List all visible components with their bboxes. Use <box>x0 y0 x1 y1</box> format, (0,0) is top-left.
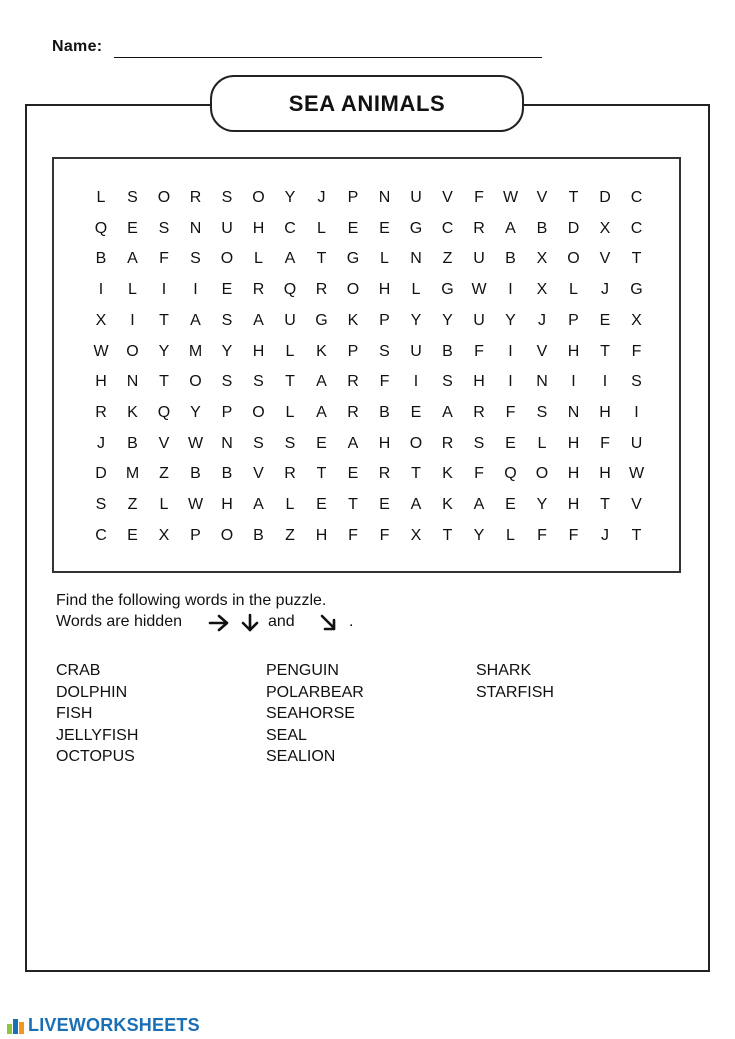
grid-letter[interactable]: I <box>508 281 513 299</box>
grid-letter[interactable]: L <box>254 250 263 268</box>
grid-letter[interactable]: B <box>536 219 548 237</box>
title-tab <box>210 75 524 132</box>
grid-letter[interactable]: I <box>413 373 419 391</box>
grid-letter[interactable]: Y <box>284 189 296 206</box>
grid-letter[interactable]: V <box>253 465 264 483</box>
grid-letter[interactable]: O <box>409 434 423 452</box>
grid-letter[interactable]: F <box>631 342 642 360</box>
word-list-item: SEAL <box>266 726 307 744</box>
grid-letter[interactable]: A <box>127 250 138 268</box>
grid-letter[interactable]: L <box>569 281 578 299</box>
grid-letter[interactable]: L <box>411 281 421 299</box>
grid-letter[interactable]: I <box>508 342 513 360</box>
grid-letter[interactable]: E <box>316 496 327 513</box>
grid-letter[interactable]: T <box>442 526 453 544</box>
grid-letter[interactable]: U <box>410 342 422 360</box>
grid-letter[interactable]: P <box>221 403 233 421</box>
grid-letter[interactable]: B <box>221 465 233 483</box>
grid-letter[interactable]: I <box>98 281 104 299</box>
grid-letter[interactable]: S <box>221 189 233 206</box>
word-list-item: SEAHORSE <box>266 705 355 722</box>
grid-letter[interactable]: J <box>97 434 105 452</box>
footer-brand-text: LIVEWORKSHEETS <box>28 1014 200 1035</box>
grid-letter[interactable]: Y <box>221 342 233 360</box>
grid-letter[interactable]: L <box>317 219 326 237</box>
grid-letter[interactable]: M <box>188 342 203 360</box>
grid-letter[interactable]: O <box>535 465 549 483</box>
grid-letter[interactable]: J <box>601 281 609 299</box>
grid-letter[interactable]: F <box>568 526 579 544</box>
grid-letter[interactable]: R <box>473 403 485 421</box>
grid-letter[interactable]: U <box>410 189 422 206</box>
grid-letter[interactable]: N <box>221 434 233 452</box>
down-arrow-icon <box>238 613 262 633</box>
grid-letter[interactable]: D <box>95 465 107 483</box>
grid-letter[interactable]: H <box>473 373 485 391</box>
grid-letter[interactable]: S <box>221 373 233 391</box>
grid-letter[interactable]: V <box>536 342 548 360</box>
grid-letter[interactable]: E <box>347 465 359 483</box>
grid-letter[interactable]: T <box>348 496 358 513</box>
grid-letter[interactable]: H <box>252 219 265 237</box>
grid-letter[interactable]: P <box>347 189 359 206</box>
grid-letter[interactable]: E <box>379 496 390 513</box>
grid-letter[interactable]: V <box>442 189 453 206</box>
grid-letter[interactable]: I <box>130 311 135 329</box>
grid-letter[interactable]: L <box>159 496 169 513</box>
grid-letter[interactable]: R <box>347 403 359 421</box>
word-list-item: CRAB <box>56 662 101 679</box>
grid-letter[interactable]: N <box>567 403 580 421</box>
grid-letter[interactable]: J <box>317 189 326 206</box>
grid-letter[interactable]: I <box>508 373 513 391</box>
grid-letter[interactable]: B <box>190 465 201 483</box>
grid-letter[interactable]: C <box>630 219 643 237</box>
grid-letter[interactable]: Z <box>442 250 453 268</box>
grid-letter[interactable]: H <box>599 465 611 483</box>
grid-letter[interactable]: D <box>567 219 580 237</box>
grid-letter[interactable]: Y <box>442 311 453 329</box>
word-list-item: STARFISH <box>476 683 554 701</box>
grid-letter[interactable]: Z <box>159 465 169 483</box>
grid-letter[interactable]: C <box>284 219 296 237</box>
grid-letter[interactable]: P <box>568 311 579 329</box>
grid-letter[interactable]: E <box>505 496 516 513</box>
grid-letter[interactable]: A <box>253 496 264 513</box>
grid-letter[interactable]: J <box>601 526 609 544</box>
name-label: Name: <box>52 38 103 55</box>
grid-letter[interactable]: I <box>193 281 198 299</box>
grid-letter[interactable]: A <box>316 403 327 421</box>
grid-letter[interactable]: P <box>379 311 390 329</box>
word-search-grid-box <box>52 157 681 573</box>
grid-letter[interactable]: F <box>474 189 484 206</box>
grid-letter[interactable]: G <box>315 311 328 329</box>
grid-letter[interactable]: R <box>441 434 454 452</box>
grid-letter[interactable]: H <box>378 434 391 452</box>
grid-letter[interactable]: X <box>536 250 548 268</box>
grid-letter[interactable]: B <box>127 434 138 452</box>
grid-letter[interactable]: L <box>96 189 106 206</box>
grid-letter[interactable]: T <box>159 373 169 391</box>
instruction-line-1: Find the following words in the puzzle. <box>56 592 327 609</box>
grid-letter[interactable]: S <box>536 403 548 421</box>
grid-letter[interactable]: T <box>600 342 610 360</box>
grid-letter[interactable]: F <box>379 373 390 391</box>
grid-letter[interactable]: Y <box>473 526 485 544</box>
liveworksheets-logo-icon <box>6 1015 26 1035</box>
grid-letter[interactable]: F <box>348 526 358 544</box>
grid-letter[interactable]: H <box>378 281 391 299</box>
grid-letter[interactable]: P <box>190 526 201 544</box>
grid-letter[interactable]: H <box>567 465 580 483</box>
grid-letter[interactable]: G <box>630 281 643 299</box>
grid-letter[interactable]: E <box>127 526 138 544</box>
grid-letter[interactable]: V <box>631 496 642 513</box>
instruction-hidden-text: Words are hidden <box>56 613 182 630</box>
word-list-column-1 <box>56 660 138 768</box>
grid-letter[interactable]: S <box>442 373 453 391</box>
grid-letter[interactable]: T <box>631 526 642 544</box>
grid-letter[interactable]: S <box>253 373 264 391</box>
grid-letter[interactable]: L <box>128 281 137 299</box>
grid-letter[interactable]: H <box>567 434 580 452</box>
grid-letter[interactable]: A <box>190 311 201 329</box>
grid-letter[interactable]: T <box>411 465 421 483</box>
word-list-item: POLARBEAR <box>266 683 364 701</box>
grid-letter[interactable]: L <box>285 403 295 421</box>
grid-letter[interactable]: Y <box>410 311 422 329</box>
grid-letter[interactable]: Y <box>158 342 170 360</box>
word-list-item: PENGUIN <box>266 662 339 679</box>
name-row <box>52 38 552 62</box>
word-list-item: SHARK <box>476 662 532 679</box>
grid-letter[interactable]: Q <box>504 465 517 483</box>
grid-letter[interactable]: C <box>441 219 454 237</box>
grid-letter[interactable]: K <box>347 311 359 329</box>
grid-letter[interactable]: O <box>189 373 202 391</box>
grid-letter[interactable]: K <box>442 465 453 483</box>
grid-letter[interactable]: M <box>125 465 140 483</box>
grid-letter[interactable]: N <box>126 373 139 391</box>
grid-letter[interactable]: Q <box>94 219 108 237</box>
grid-letter[interactable]: E <box>221 281 233 299</box>
word-list-item: SEALION <box>266 748 336 765</box>
grid-letter[interactable]: A <box>473 496 485 513</box>
grid-letter[interactable]: E <box>379 219 390 237</box>
grid-letter[interactable]: N <box>189 219 202 237</box>
grid-letter[interactable]: R <box>347 373 359 391</box>
grid-letter[interactable]: I <box>571 373 576 391</box>
grid-letter[interactable]: V <box>599 250 611 268</box>
grid-letter[interactable]: R <box>378 465 391 483</box>
grid-letter[interactable]: A <box>316 373 327 391</box>
grid-letter[interactable]: Y <box>505 311 516 329</box>
word-list-item: FISH <box>56 705 93 722</box>
grid-letter[interactable]: S <box>473 434 485 452</box>
name-line[interactable] <box>114 57 542 58</box>
diagonal-down-right-arrow-icon <box>317 613 341 633</box>
grid-letter[interactable]: S <box>95 496 107 513</box>
grid-letter[interactable]: S <box>127 189 138 206</box>
grid-letter[interactable]: P <box>347 342 359 360</box>
grid-letter[interactable]: R <box>252 281 265 299</box>
grid-letter[interactable]: U <box>630 434 643 452</box>
grid-letter[interactable]: O <box>220 526 234 544</box>
grid-letter[interactable]: L <box>537 434 547 452</box>
grid-letter[interactable]: E <box>505 434 516 452</box>
grid-letter[interactable]: H <box>315 526 328 544</box>
grid-letter[interactable]: I <box>161 281 167 299</box>
grid-letter[interactable]: U <box>221 219 233 237</box>
grid-letter[interactable]: X <box>536 281 548 299</box>
grid-letter[interactable]: O <box>252 189 265 206</box>
grid-letter[interactable]: K <box>442 496 453 513</box>
grid-letter[interactable]: X <box>631 311 642 329</box>
grid-letter[interactable]: T <box>285 373 295 391</box>
grid-letter[interactable]: B <box>95 250 107 268</box>
grid-letter[interactable]: H <box>252 342 265 360</box>
grid-letter[interactable]: T <box>631 250 642 268</box>
grid-letter[interactable]: A <box>253 311 264 329</box>
grid-letter[interactable]: W <box>502 189 519 206</box>
grid-letter[interactable]: A <box>284 250 296 268</box>
grid-letter[interactable]: X <box>158 526 170 544</box>
word-list-item: DOLPHIN <box>56 683 128 701</box>
grid-letter[interactable]: S <box>379 342 390 360</box>
grid-letter[interactable]: L <box>285 496 295 513</box>
grid-letter[interactable]: S <box>158 219 170 237</box>
grid-letter[interactable]: C <box>95 526 107 544</box>
instruction-period: . <box>349 613 354 630</box>
grid-letter[interactable]: I <box>634 403 639 421</box>
grid-letter[interactable]: R <box>315 281 328 299</box>
grid-letter[interactable]: X <box>95 311 107 329</box>
grid-letter[interactable]: H <box>599 403 611 421</box>
grid-letter[interactable]: A <box>442 403 453 421</box>
grid-letter[interactable]: J <box>538 311 546 329</box>
grid-letter[interactable]: O <box>252 403 265 421</box>
grid-letter[interactable]: Q <box>283 281 297 299</box>
grid-letter[interactable]: B <box>253 526 264 544</box>
grid-letter[interactable]: R <box>473 219 485 237</box>
grid-letter[interactable]: H <box>567 496 580 513</box>
grid-letter[interactable]: G <box>346 250 360 268</box>
grid-letter[interactable]: A <box>347 434 359 452</box>
grid-letter[interactable]: R <box>189 189 202 206</box>
grid-letter[interactable]: S <box>631 373 642 391</box>
grid-letter[interactable]: Y <box>536 496 548 513</box>
grid-letter[interactable]: F <box>474 465 484 483</box>
grid-letter[interactable]: N <box>378 189 391 206</box>
grid-letter[interactable]: B <box>379 403 390 421</box>
grid-letter[interactable]: O <box>126 342 139 360</box>
page-title: SEA ANIMALS <box>288 90 446 116</box>
grid-letter[interactable]: C <box>630 189 643 206</box>
grid-letter[interactable]: E <box>127 219 138 237</box>
grid-letter[interactable]: I <box>602 373 608 391</box>
grid-letter[interactable]: F <box>474 342 484 360</box>
instruction-and-text: and <box>268 613 295 630</box>
grid-letter[interactable]: B <box>505 250 516 268</box>
right-arrow-icon <box>207 613 231 633</box>
grid-letter[interactable]: L <box>506 526 515 544</box>
footer-brand <box>6 1013 200 1037</box>
grid-letter[interactable]: T <box>316 465 327 483</box>
word-list-item: JELLYFISH <box>56 726 139 744</box>
grid-letter[interactable]: A <box>410 496 422 513</box>
grid-letter[interactable]: V <box>536 189 548 206</box>
grid-letter[interactable]: V <box>158 434 170 452</box>
grid-letter[interactable]: W <box>471 281 487 299</box>
grid-letter[interactable]: S <box>253 434 264 452</box>
grid-letter[interactable]: G <box>441 281 454 299</box>
grid-letter[interactable]: H <box>567 342 580 360</box>
grid-letter[interactable]: E <box>347 219 359 237</box>
grid-letter[interactable]: F <box>505 403 516 421</box>
grid-letter[interactable]: F <box>379 526 390 544</box>
grid-letter[interactable]: F <box>600 434 610 452</box>
grid-letter[interactable]: O <box>346 281 360 299</box>
instruction-line-2 <box>56 613 354 631</box>
grid-letter[interactable]: D <box>599 189 611 206</box>
grid-letter[interactable]: S <box>221 311 233 329</box>
grid-letter[interactable]: W <box>187 496 204 513</box>
grid-letter[interactable]: E <box>316 434 327 452</box>
word-list-column-3 <box>476 660 554 703</box>
grid-letter[interactable]: H <box>95 373 107 391</box>
grid-letter[interactable]: A <box>505 219 516 237</box>
grid-letter[interactable]: Z <box>285 526 295 544</box>
grid-letter[interactable]: E <box>599 311 611 329</box>
grid-letter[interactable]: W <box>187 434 204 452</box>
grid-letter[interactable]: S <box>284 434 296 452</box>
grid-letter[interactable]: R <box>284 465 296 483</box>
word-list-item: OCTOPUS <box>56 748 135 765</box>
grid-letter[interactable]: W <box>628 465 645 483</box>
grid-letter[interactable]: Q <box>157 403 171 421</box>
word-search-grid <box>54 159 679 571</box>
grid-letter[interactable]: X <box>599 219 611 237</box>
grid-letter[interactable]: E <box>410 403 422 421</box>
grid-letter[interactable]: W <box>93 342 109 360</box>
grid-letter[interactable]: L <box>380 250 389 268</box>
grid-letter[interactable]: K <box>127 403 138 421</box>
grid-letter[interactable]: F <box>159 250 169 268</box>
grid-letter[interactable]: T <box>568 189 579 206</box>
grid-letter[interactable]: L <box>285 342 295 360</box>
grid-letter[interactable]: U <box>473 250 485 268</box>
grid-letter[interactable]: U <box>473 311 485 329</box>
grid-letter[interactable]: Y <box>190 403 201 421</box>
grid-letter[interactable]: X <box>410 526 422 544</box>
grid-letter[interactable]: K <box>316 342 327 360</box>
grid-letter[interactable]: T <box>159 311 169 329</box>
grid-letter[interactable]: G <box>409 219 423 237</box>
grid-letter[interactable]: B <box>442 342 453 360</box>
grid-letter[interactable]: S <box>190 250 201 268</box>
grid-letter[interactable]: T <box>316 250 327 268</box>
grid-letter[interactable]: T <box>600 496 610 513</box>
grid-letter[interactable]: U <box>284 311 296 329</box>
grid-letter[interactable]: R <box>95 403 107 421</box>
grid-letter[interactable]: O <box>220 250 234 268</box>
grid-letter[interactable]: H <box>221 496 233 513</box>
grid-letter[interactable]: Z <box>127 496 138 513</box>
grid-letter[interactable]: N <box>410 250 422 268</box>
grid-letter[interactable]: O <box>567 250 580 268</box>
grid-letter[interactable]: O <box>157 189 171 206</box>
grid-letter[interactable]: F <box>537 526 547 544</box>
word-list-column-2 <box>266 660 364 768</box>
grid-letter[interactable]: N <box>536 373 548 391</box>
